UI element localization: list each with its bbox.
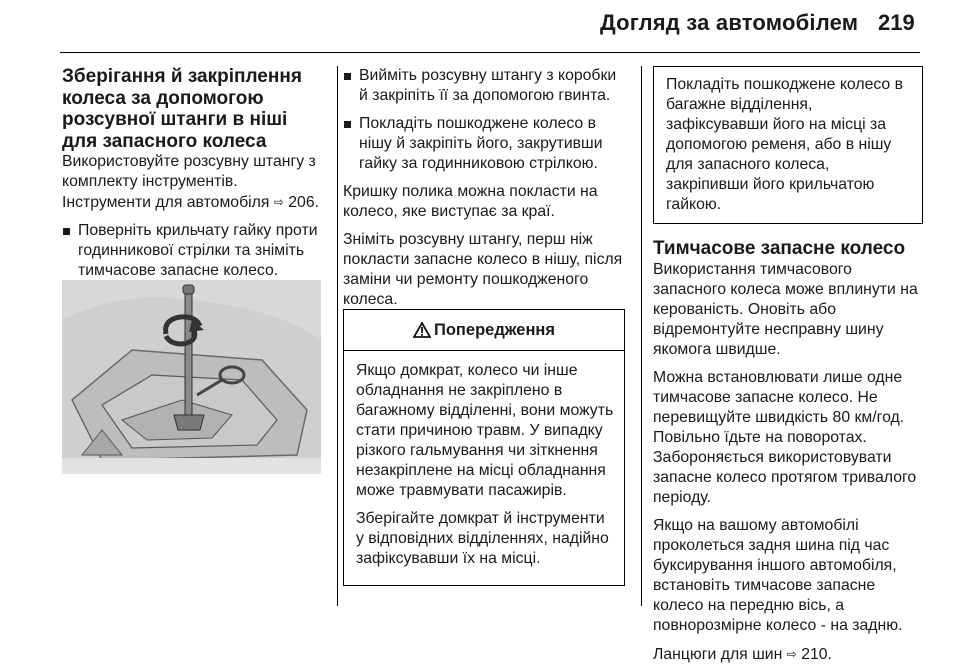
note-text: Покладіть пошкоджене колесо в багажне відділення, зафіксувавши його на місці за допомогою ременя, або в нішу для запасного колеса, закріпивши його крильчатою гайкою. <box>666 76 903 213</box>
column-1 <box>62 66 326 281</box>
warning-title: Попередження <box>433 320 556 339</box>
column-3 <box>653 66 923 665</box>
page-number: 219 <box>878 10 915 35</box>
rotation-arrow-icon <box>158 308 208 348</box>
bullet-item: Поверніть крильчату гайку проти годинникової стрілки та зніміть тимчасове запасне колесо. <box>62 221 326 281</box>
warning-box <box>343 309 625 586</box>
header-divider <box>60 52 920 53</box>
warning-triangle-icon <box>413 322 431 338</box>
reference-line <box>62 192 326 213</box>
reference-page[interactable]: 210. <box>801 645 832 663</box>
paragraph: Кришку полика можна покласти на колесо, яке виступає за краї. <box>343 183 598 220</box>
reference-text: Ланцюги для шин <box>653 645 783 663</box>
bullet-item: Вийміть розсувну штангу з коробки й закріпіть її за допомогою гвинта. <box>343 66 625 106</box>
paragraph: Зніміть розсувну штангу, перш ніж покласти запасне колесо в нішу, після заміни чи ремонту пошкодженого колеса. <box>343 231 623 308</box>
warning-text: Якщо домкрат, колесо чи інше обладнання не закріплено в багажному відділенні, вони можуть стати причиною травм. У випадку різкого гальмування чи зіткнення незакріплене на місці обладнання може травмувати пасажирів. <box>356 362 614 499</box>
arrow-reference-icon: ⇨ <box>786 646 797 661</box>
reference-text: Інструменти для автомобіля <box>62 194 270 211</box>
note-box <box>653 66 923 224</box>
paragraph: Можна встановлювати лише одне тимчасове запасне колесо. Не перевищуйте швидкість 80 км/год. Повільно їдьте на поворотах. Забороняється використовувати запасне колесо протягом тривалого періоду. <box>653 368 917 506</box>
spare-wheel-figure <box>62 280 321 474</box>
reference-page[interactable]: 206. <box>288 194 320 211</box>
intro-text: Використовуйте розсувну штангу з комплекту інструментів. <box>62 153 316 190</box>
page-header-title: Догляд за автомобілем <box>600 10 859 35</box>
section-heading-storage: Зберігання й закріплення колеса за допомогою розсувної штанги в ніші для запасного колеса <box>62 66 302 152</box>
column-divider-2 <box>641 66 642 606</box>
bullet-item: Покладіть пошкоджене колесо в нішу й закріпіть його, закрутивши гайку за годинниковою стрілкою. <box>343 114 625 174</box>
column-divider-1 <box>337 66 338 606</box>
warning-text: Зберігайте домкрат й інструменти у відповідних відділеннях, надійно зафіксувавши їх на місці. <box>356 510 609 567</box>
section-heading-temporary-spare: Тимчасове запасне колесо <box>653 238 906 259</box>
warning-body <box>344 351 624 569</box>
reference-line <box>653 644 923 665</box>
arrow-reference-icon: ⇨ <box>273 195 284 209</box>
paragraph: Якщо на вашому автомобілі проколеться задня шина під час буксирування іншого автомобіля, встановіть тимчасове запасне колесо на передню вісь, а повнорозмірне колесо - на задню. <box>653 516 903 634</box>
paragraph: Використання тимчасового запасного колеса може вплинути на керованість. Оновіть або відремонтуйте несправну шину якомога швидше. <box>653 260 918 358</box>
warning-header <box>344 310 624 351</box>
column-2 <box>343 66 625 310</box>
